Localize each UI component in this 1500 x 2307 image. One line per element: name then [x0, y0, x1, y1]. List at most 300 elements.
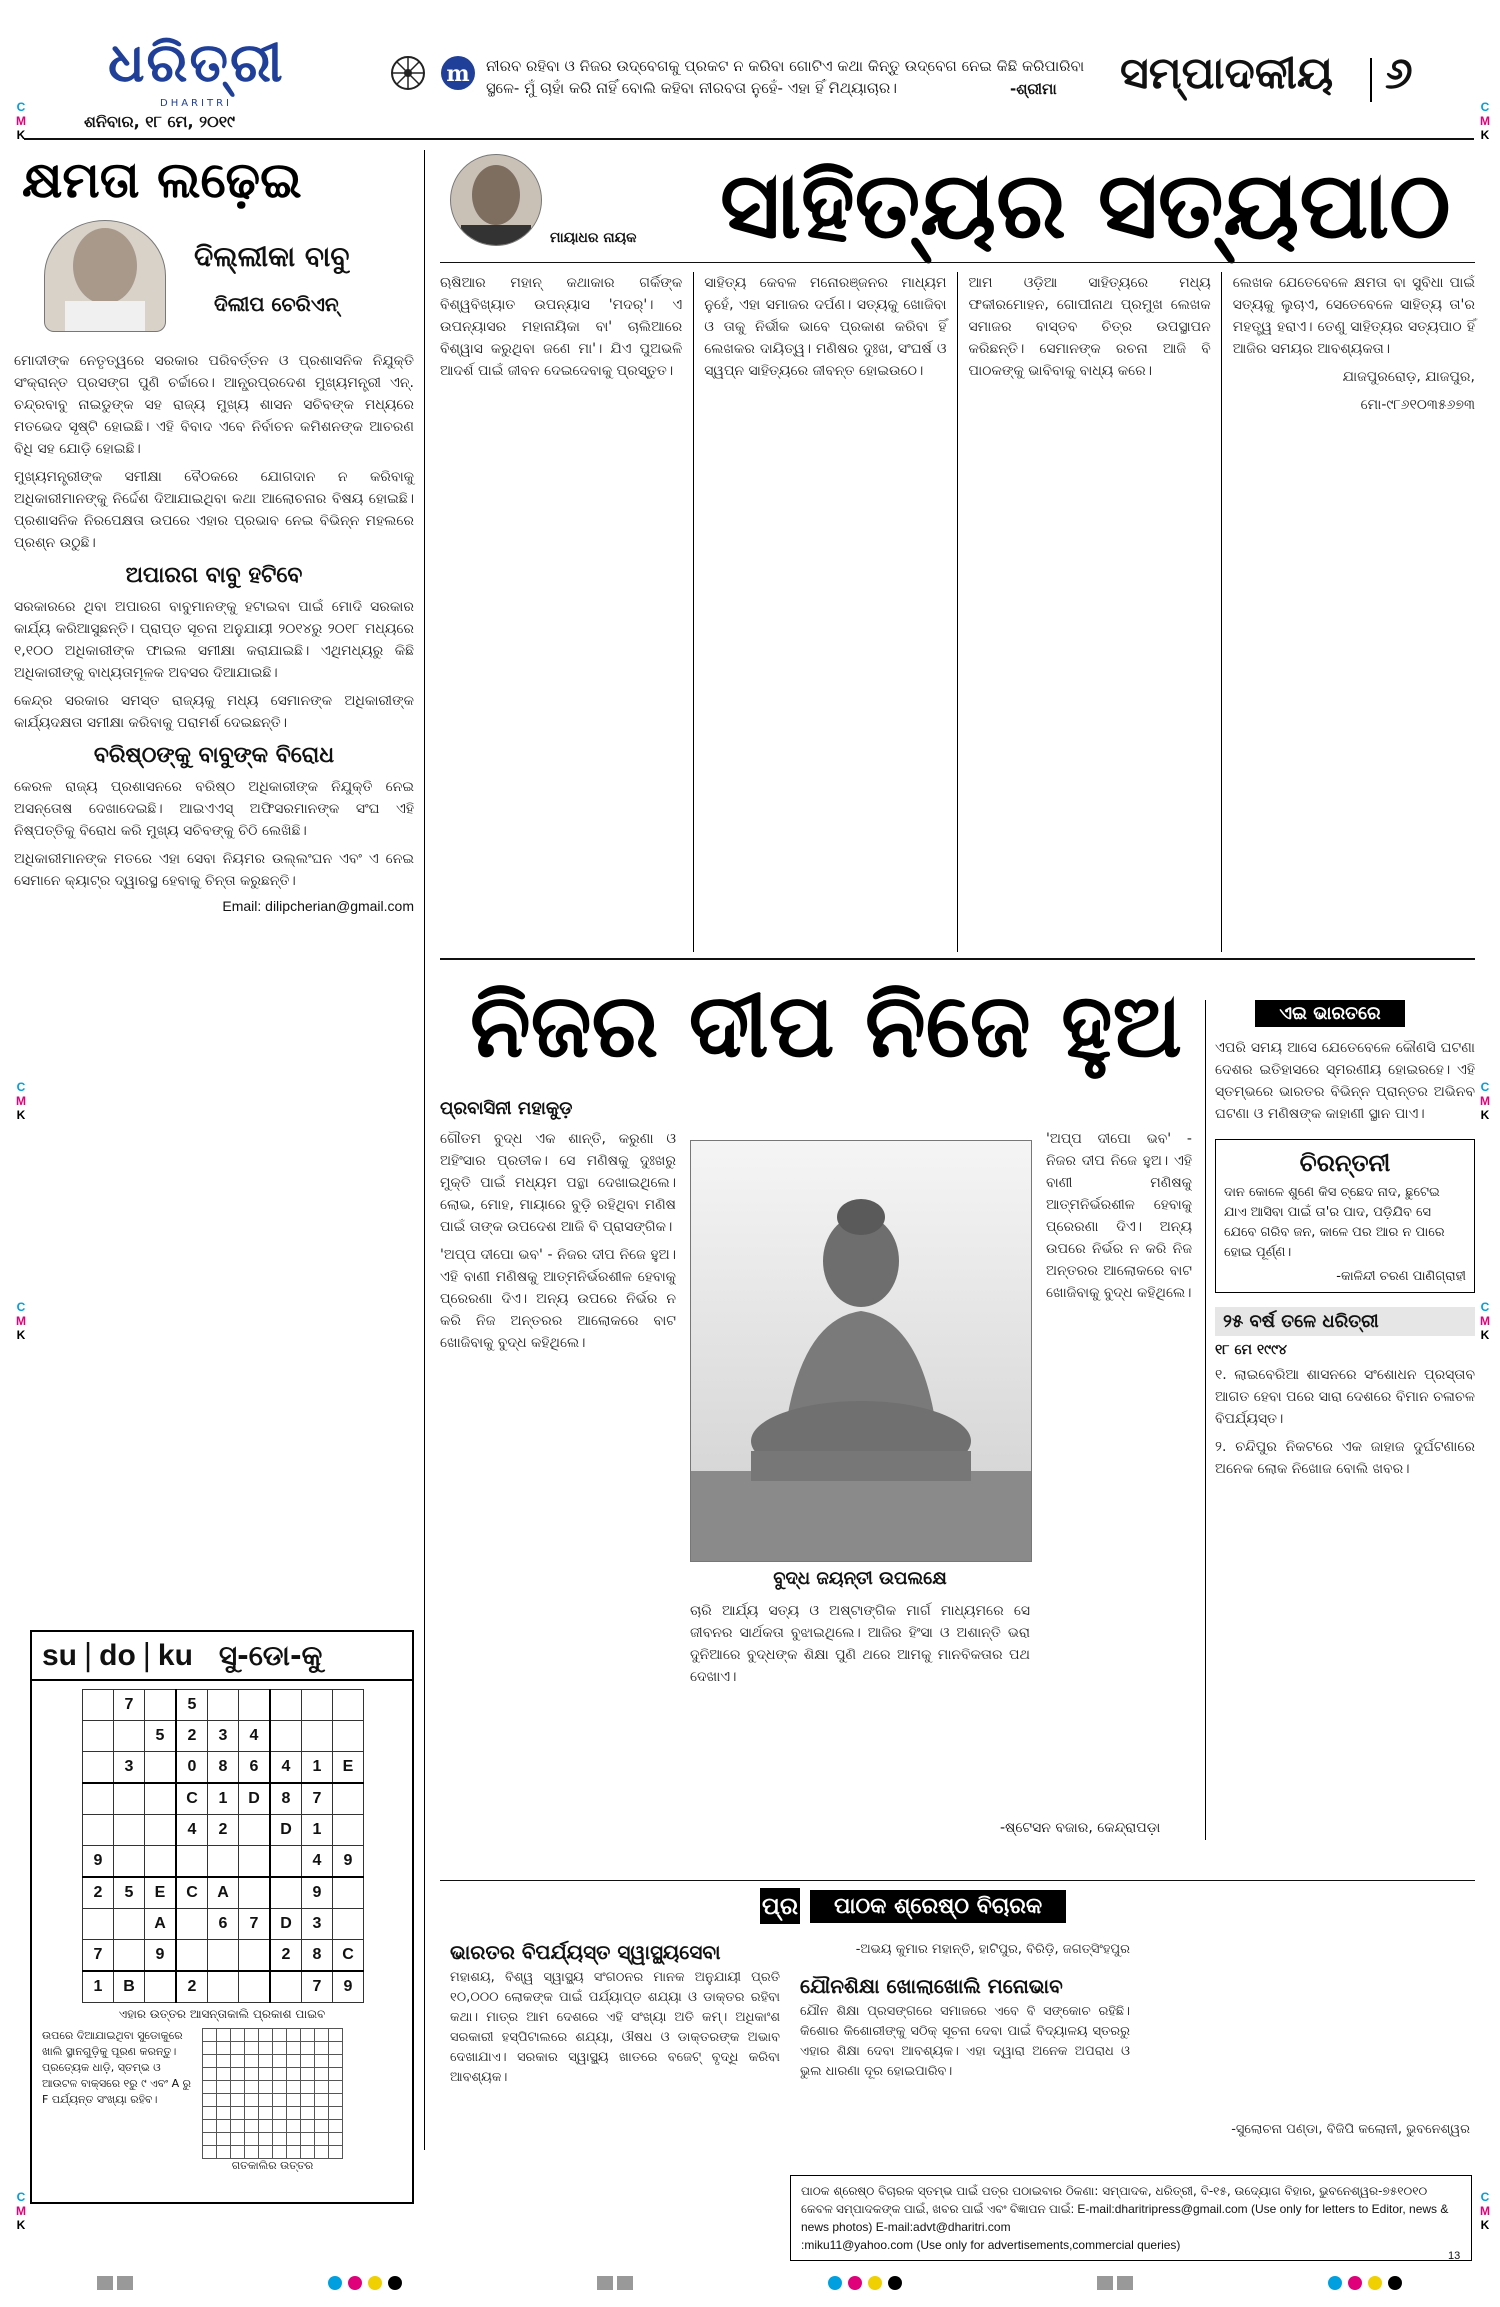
sudoku-prev-cell	[301, 2094, 315, 2107]
sudoku-cell[interactable]: 9	[145, 1940, 177, 1972]
sudoku-cell[interactable]: E	[145, 1877, 177, 1909]
sudoku-prev-cell	[259, 2120, 273, 2133]
newspaper-logo: ଧରିତ୍ରୀ	[108, 30, 285, 94]
sudoku-prev-cell	[231, 2081, 245, 2094]
sudoku-prev-row	[203, 2029, 343, 2042]
chirantani-author: -କାଳିନ୍ଦୀ ଚରଣ ପାଣିଗ୍ରାହୀ	[1336, 1269, 1466, 1284]
sudoku-cell[interactable]	[83, 1721, 114, 1752]
right-box-body: ଏପରି ସମୟ ଆସେ ଯେତେବେଳେ କୌଣସି ଘଟଣା ଦେଶର ଇତିହାସରେ ସ୍ମରଣୀୟ ହୋଇରହେ। ଏହି ସ୍ତମ୍ଭରେ ଭାରତର ବିଭିନ୍ନ ପ୍ରାନ୍ତର ଅଭିନବ ଘଟଣା ଓ ମଣିଷଙ୍କ କାହାଣୀ ସ୍ଥାନ ପାଏ।	[1215, 1040, 1475, 1122]
sudoku-prev-cell	[231, 2120, 245, 2133]
sudoku-prev-cell	[259, 2094, 273, 2107]
registration-bar-group-1	[95, 2275, 135, 2294]
sudoku-cell[interactable]	[83, 1690, 114, 1721]
sudoku-prev-cell	[259, 2133, 273, 2146]
top-article-body	[440, 272, 1475, 952]
cmyk-mark-right-lower: C M K	[1480, 1300, 1490, 1342]
sudoku-cell[interactable]: 2	[83, 1877, 114, 1909]
sudoku-prev-cell	[245, 2029, 259, 2042]
sudoku-prev-cell	[245, 2094, 259, 2107]
sudoku-prev-cell	[315, 2055, 329, 2068]
sudoku-cell[interactable]	[270, 1877, 302, 1909]
sudoku-prev-cell	[245, 2133, 259, 2146]
sudoku-answer-caption: ଏହାର ଉତ୍ତର ଆସନ୍ତାକାଲି ପ୍ରକାଶ ପାଇବ	[118, 2007, 326, 2021]
sudoku-cell[interactable]	[333, 1721, 364, 1752]
sudoku-row	[83, 1971, 364, 2003]
sudoku-cell[interactable]: 7	[239, 1909, 271, 1940]
right-box-title: ଏଇ ଭାରତରେ	[1255, 1000, 1405, 1027]
registration-marks-bottom	[0, 2275, 1500, 2294]
sudoku-cell[interactable]: 8	[208, 1752, 239, 1784]
reader-footer-emails[interactable]: କେବଳ ସମ୍ପାଦକଙ୍କ ପାଇଁ, ଖବର ପାଇଁ ଏବଂ ବିଜ୍ଞାପନ ପାଇଁ: E-mail:dharitripress@gmail.com (Use only for letters to Editor, news & news photos) E-mail:advt@dharitri.com	[801, 2202, 1449, 2234]
page-code: 13	[1448, 2250, 1461, 2262]
sudoku-cell[interactable]: 5	[114, 1877, 145, 1909]
sudoku-prev-cell	[203, 2042, 217, 2055]
sudoku-prev-cell	[217, 2029, 231, 2042]
sudoku-cell[interactable]: 1	[302, 1815, 333, 1846]
sudoku-cell[interactable]: A	[145, 1909, 177, 1940]
sudoku-prev-label: ଗତକାଲିର ଉତ୍ତର	[231, 2159, 314, 2172]
sudoku-cell[interactable]	[145, 1690, 177, 1721]
sudoku-cell[interactable]	[114, 1783, 145, 1815]
reader-section-header	[760, 1888, 1066, 1924]
sudoku-prev-cell	[273, 2029, 287, 2042]
sudoku-prev-cell	[217, 2055, 231, 2068]
sudoku-prev-cell	[203, 2094, 217, 2107]
sudoku-cell[interactable]	[145, 1846, 177, 1878]
page-number-divider	[1370, 58, 1372, 102]
sudoku-cell[interactable]: 2	[176, 1971, 208, 2003]
years-ago-item-1: ୧. ଲାଇବେରିଆ ଶାସନରେ ସଂଶୋଧନ ପ୍ରସ୍ତାବ ଆଗତ ହେବା ପରେ ସାରା ଦେଶରେ ବିମାନ ଚଳାଚଳ ବିପର୍ଯ୍ୟସ୍ତ।	[1215, 1367, 1475, 1427]
sudoku-prev-cell	[315, 2094, 329, 2107]
middle-article-author: ପ୍ରବାସିନୀ ମହାକୁଡ଼	[440, 1098, 573, 1119]
letter-1-signature-block	[800, 1940, 1130, 2082]
sudoku-prev-cell	[287, 2133, 301, 2146]
left-para-2: ମୁଖ୍ୟମନ୍ତ୍ରୀଙ୍କ ସମୀକ୍ଷା ବୈଠକରେ ଯୋଗଦାନ ନ କରିବାକୁ ଅଧିକାରୀମାନଙ୍କୁ ନିର୍ଦ୍ଦେଶ ଦିଆଯାଇଥିବା କଥା ଆଲୋଚନାର ବିଷୟ ହୋଇଛି। ପ୍ରଶାସନିକ ନିରପେକ୍ଷତା ଉପରେ ଏହାର ପ୍ରଭାବ ନେଇ ବିଭିନ୍ନ ମହଲରେ ପ୍ରଶ୍ନ ଉଠୁଛି।	[14, 469, 414, 551]
sudoku-prev-row	[203, 2133, 343, 2146]
sudoku-prev-cell	[301, 2107, 315, 2120]
left-para-3: ସରକାରରେ ଥିବା ଅପାରଗ ବାବୁମାନଙ୍କୁ ହଟାଇବା ପାଇଁ ମୋଦି ସରକାର କାର୍ଯ୍ୟ କରିଆସୁଛନ୍ତି। ପ୍ରାପ୍ତ ସୂଚନା ଅନୁଯାୟୀ ୨୦୧୪ରୁ ୨୦୧୮ ମଧ୍ୟରେ ୧,୧୦୦ ଅଧିକାରୀଙ୍କ ଫାଇଲ ସମୀକ୍ଷା କରାଯାଇଛି। ଏଥିମଧ୍ୟରୁ କିଛି ଅଧିକାରୀଙ୍କୁ ବାଧ୍ୟତାମୂଳକ ଅବସର ଦିଆଯାଇଛି।	[14, 599, 414, 681]
sudoku-cell[interactable]: 4	[176, 1815, 208, 1846]
sudoku-cell[interactable]: C	[176, 1877, 208, 1909]
cmyk-mark-left-top: C M K	[16, 100, 26, 142]
sudoku-prev-cell	[217, 2042, 231, 2055]
sudoku-prev-cell	[301, 2042, 315, 2055]
quote-icon	[440, 55, 476, 91]
sudoku-cell[interactable]	[176, 1909, 208, 1940]
sudoku-cell[interactable]	[270, 1721, 302, 1752]
sudoku-prev-cell	[273, 2133, 287, 2146]
sudoku-grid-wrap	[32, 1681, 412, 2003]
sudoku-cell[interactable]	[333, 1909, 364, 1940]
sudoku-prev-cell	[329, 2055, 343, 2068]
sudoku-cell[interactable]	[114, 1909, 145, 1940]
sudoku-prev-cell	[259, 2146, 273, 2159]
sudoku-prev-cell	[231, 2029, 245, 2042]
sudoku-prev-cell	[301, 2146, 315, 2159]
svg-text:m: m	[446, 61, 470, 87]
chirantani-box	[1215, 1139, 1475, 1293]
sudoku-cell[interactable]: 7	[302, 1783, 333, 1815]
sudoku-cell[interactable]	[83, 1909, 114, 1940]
sudoku-row	[83, 1815, 364, 1846]
sudoku-prev-row	[203, 2081, 343, 2094]
sudoku-prev-cell	[287, 2042, 301, 2055]
sudoku-title-su: su	[42, 1638, 78, 1672]
left-subhead-1: ଅପାରଗ ବାବୁ ହଟିବେ	[125, 562, 303, 588]
sudoku-prev-cell	[245, 2042, 259, 2055]
sudoku-prev-row	[203, 2120, 343, 2133]
sudoku-row	[83, 1752, 364, 1784]
sudoku-prev-cell	[301, 2029, 315, 2042]
cmyk-mark-left-bottom: C M K	[16, 2190, 26, 2232]
sudoku-cell[interactable]	[208, 1846, 239, 1878]
sudoku-cell[interactable]: 9	[333, 1971, 364, 2003]
sudoku-cell[interactable]: C	[176, 1783, 208, 1815]
sudoku-prev-cell	[231, 2055, 245, 2068]
sudoku-prev-cell	[315, 2146, 329, 2159]
sudoku-cell[interactable]	[239, 1846, 271, 1878]
page-number: ୬	[1385, 48, 1413, 99]
sudoku-prev-cell	[273, 2068, 287, 2081]
letter-1-text: ମହାଶୟ, ବିଶ୍ୱ ସ୍ୱାସ୍ଥ୍ୟ ସଂଗଠନର ମାନକ ଅନୁଯାୟୀ ପ୍ରତି ୧୦,୦୦୦ ଲୋକଙ୍କ ପାଇଁ ପର୍ଯ୍ୟାପ୍ତ ଶଯ୍ୟା ଓ ଡାକ୍ତର ରହିବା କଥା। ମାତ୍ର ଆମ ଦେଶରେ ଏହି ସଂଖ୍ୟା ଅତି କମ୍‌। ଅଧିକାଂଶ ସରକାରୀ ହସ୍ପିଟାଲରେ ଶଯ୍ୟା, ଔଷଧ ଓ ଡାକ୍ତରଙ୍କ ଅଭାବ ଦେଖାଯାଏ। ସରକାର ସ୍ୱାସ୍ଥ୍ୟ ଖାତରେ ବଜେଟ୍‌ ବୃଦ୍ଧି କରିବା ଆବଶ୍ୟକ।	[450, 1970, 780, 2085]
sudoku-cell[interactable]	[145, 1752, 177, 1784]
sudoku-prev-cell	[245, 2055, 259, 2068]
sudoku-row	[83, 1909, 364, 1940]
sudoku-prev-cell	[259, 2029, 273, 2042]
top-para-2: ସାହିତ୍ୟ କେବଳ ମନୋରଞ୍ଜନର ମାଧ୍ୟମ ନୁହେଁ, ଏହା ସମାଜର ଦର୍ପଣ। ସତ୍ୟକୁ ଖୋଜିବା ଓ ତାକୁ ନିର୍ଭୀକ ଭାବେ ପ୍ରକାଶ କରିବା ହିଁ ଲେଖକର ଦାୟିତ୍ୱ। ମଣିଷର ଦୁଃଖ, ସଂଘର୍ଷ ଓ ସ୍ୱପ୍ନ ସାହିତ୍ୟରେ ଜୀବନ୍ତ ହୋଇଉଠେ।	[704, 275, 947, 379]
sudoku-cell[interactable]	[239, 1940, 271, 1972]
sudoku-cell[interactable]	[176, 1940, 208, 1972]
quote-author: -ଶ୍ରୀମା	[1010, 80, 1057, 98]
sudoku-prev-row	[203, 2107, 343, 2120]
sudoku-prev-cell	[315, 2107, 329, 2120]
top-para-3: ଆମ ଓଡ଼ିଆ ସାହିତ୍ୟରେ ମଧ୍ୟ ଫକୀରମୋହନ, ଗୋପୀନାଥ ପ୍ରମୁଖ ଲେଖକ ସମାଜର ବାସ୍ତବ ଚିତ୍ର ଉପସ୍ଥାପନ କରିଛନ୍ତି। ସେମାନଙ୍କ ରଚନା ଆଜି ବି ପାଠକଙ୍କୁ ଭାବିବାକୁ ବାଧ୍ୟ କରେ।	[968, 275, 1211, 379]
top-para-1: ଋଷିଆର ମହାନ୍‌ କଥାକାର ଗର୍କିଙ୍କ ବିଶ୍ୱବିଖ୍ୟାତ ଉପନ୍ୟାସ 'ମଦର୍‌'। ଏ ଉପନ୍ୟାସର ମହାନାୟିକା ବା' ଚାଲିଆରେ ବିଶ୍ୱାସ କରୁଥିବା ଜଣେ ମା'। ଯିଏ ପୁଅଭଳି ଆଦର୍ଶ ପାଇଁ ଜୀବନ ଦେଇଦେବାକୁ ପ୍ରସ୍ତୁତ।	[440, 275, 683, 379]
sudoku-prev-cell	[301, 2081, 315, 2094]
letter-1	[450, 1940, 780, 2088]
sudoku-prev-cell	[315, 2029, 329, 2042]
sudoku-cell[interactable]	[145, 1815, 177, 1846]
reader-footer-adv-email[interactable]: :miku11@yahoo.com (Use only for advertisements,commercial queries)	[801, 2238, 1181, 2252]
sudoku-cell[interactable]: D	[270, 1909, 302, 1940]
sudoku-cell[interactable]: 1	[208, 1783, 239, 1815]
sudoku-cell[interactable]: 4	[302, 1846, 333, 1878]
sudoku-prev-cell	[245, 2081, 259, 2094]
cmyk-mark-right-top: C M K	[1480, 100, 1490, 142]
sudoku-prev-cell	[259, 2107, 273, 2120]
sudoku-prev-cell	[203, 2107, 217, 2120]
reader-section-title: ପାଠକ ଶ୍ରେଷ୍ଠ ବିଚାରକ	[810, 1890, 1066, 1923]
sudoku-cell[interactable]	[145, 1783, 177, 1815]
sudoku-prev-cell	[245, 2146, 259, 2159]
registration-bar-group-3	[1095, 2275, 1135, 2294]
left-para-4: କେନ୍ଦ୍ର ସରକାର ସମସ୍ତ ରାଜ୍ୟକୁ ମଧ୍ୟ ସେମାନଙ୍କ ଅଧିକାରୀଙ୍କ କାର୍ଯ୍ୟଦକ୍ଷତା ସମୀକ୍ଷା କରିବାକୁ ପରାମର୍ଶ ଦେଇଛନ୍ତି।	[14, 693, 414, 731]
sudoku-prev-cell	[287, 2068, 301, 2081]
sudoku-cell[interactable]	[208, 1940, 239, 1972]
sudoku-prev-cell	[329, 2107, 343, 2120]
middle-para-1b: 'ଅପ୍‌ପ ଦୀପୋ ଭବ' - ନିଜର ଦୀପ ନିଜେ ହୁଅ। ଏହି ବାଣୀ ମଣିଷକୁ ଆତ୍ମନିର୍ଭରଶୀଳ ହେବାକୁ ପ୍ରେରଣା ଦିଏ। ଅନ୍ୟ ଉପରେ ନିର୍ଭର ନ କରି ନିଜ ଅନ୍ତରର ଆଲୋକରେ ବାଟ ଖୋଜିବାକୁ ବୁଦ୍ଧ କହିଥିଲେ।	[1046, 1131, 1192, 1301]
sudoku-cell[interactable]: 2	[270, 1940, 302, 1972]
sudoku-cell[interactable]: 9	[302, 1877, 333, 1909]
letter-2-signature-block	[1150, 1940, 1470, 2140]
sudoku-prev-cell	[329, 2068, 343, 2081]
middle-article-col-1	[440, 1128, 676, 1818]
sudoku-cell[interactable]: 7	[114, 1690, 145, 1721]
sudoku-prev-cell	[329, 2120, 343, 2133]
sudoku-prev-cell	[287, 2107, 301, 2120]
cmyk-mark-left-mid: C M K	[16, 1080, 26, 1122]
middle-article-headline: ନିଜର ଦୀପ ନିଜେ ହୁଅ	[470, 973, 1182, 1077]
sudoku-cell[interactable]	[239, 1815, 271, 1846]
sudoku-prev-cell	[329, 2146, 343, 2159]
sudoku-cell[interactable]: 8	[302, 1940, 333, 1972]
middle-para-1: ଗୌତମ ବୁଦ୍ଧ ଏକ ଶାନ୍ତି, କରୁଣା ଓ ଅହିଂସାର ପ୍ରତୀକ। ସେ ମଣିଷକୁ ଦୁଃଖରୁ ମୁକ୍ତି ପାଇଁ ମଧ୍ୟମ ପନ୍ଥା ଦେଖାଇଥିଲେ। ଲୋଭ, ମୋହ, ମାୟାରେ ବୁଡ଼ି ରହିଥିବା ମଣିଷ ପାଇଁ ତାଙ୍କ ଉପଦେଶ ଆଜି ବି ପ୍ରାସଙ୍ଗିକ।	[440, 1131, 676, 1235]
sudoku-cell[interactable]: 9	[83, 1846, 114, 1878]
sudoku-cell[interactable]: C	[333, 1940, 364, 1972]
sudoku-prev-cell	[273, 2081, 287, 2094]
sudoku-cell[interactable]	[270, 1846, 302, 1878]
chirantani-text: ଦାନ କୋଳେ ଶୁଣେ କିସ ଚ୍ଛେଦ ନାଦ, ଛୁଟେଇ ଯାଏ ଆସିବା ପାଇଁ ତା'ର ପାଦ, ପଡ଼ିଯିବ ସେ ଯେବେ ଗରିବ ଜନ, କାଳେ ପର ଆର ନ ପାରେ ହୋଇ ପୂର୍ଣ୍ଣ।	[1224, 1185, 1445, 1260]
sudoku-row	[83, 1721, 364, 1752]
top-article-author-block	[440, 150, 700, 250]
letter-2-text: ଯୌନ ଶିକ୍ଷା ପ୍ରସଙ୍ଗରେ ସମାଜରେ ଏବେ ବି ସଙ୍କୋଚ ରହିଛି। କିଶୋର କିଶୋରୀଙ୍କୁ ସଠିକ୍‌ ସୂଚନା ଦେବା ପାଇଁ ବିଦ୍ୟାଳୟ ସ୍ତରରୁ ଏହାର ଶିକ୍ଷା ଦେବା ଆବଶ୍ୟକ। ଏହା ଦ୍ୱାରା ଅନେକ ଅପରାଧ ଓ ଭୁଲ ଧାରଣା ଦୂର ହୋଇପାରିବ।	[800, 2004, 1130, 2079]
sudoku-grid	[82, 1689, 364, 2003]
sudoku-cell[interactable]	[333, 1690, 364, 1721]
sudoku-cell[interactable]: 9	[333, 1846, 364, 1878]
reader-footer-address: ପାଠକ ଶ୍ରେଷ୍ଠ ବିଚାରକ ସ୍ତମ୍ଭ ପାଇଁ ପତ୍ର ପଠାଇବାର ଠିକଣା: ସମ୍ପାଦକ, ଧରିତ୍ରୀ, ବି-୧୫, ଉଦ୍ୟୋଗ ବିହାର, ଭୁବନେଶ୍ୱର-୭୫୧୦୧୦	[801, 2184, 1428, 2198]
sudoku-cell[interactable]	[208, 1971, 239, 2003]
sudoku-panel: su | do | ku ସୁ-ଡୋ-କୁ 7 5 5 2 3 4 3 0 8 6 4 1 E C 1 D 8 7 4 2 D 1 9 4 9 2 5 E C A 9 A 6 7 D 3 7 9 2 8 C 1 B 2 7 9 ଏହାର ଉତ୍ତର ଆସନ୍ତାକାଲି ପ୍ରକାଶ ପାଇବ ଉପରେ ଦିଆଯାଇଥିବା ସୁଡୋକୁରେ ଖାଲି ସ୍ଥାନଗୁଡ଼ିକୁ ପୂରଣ କରନ୍ତୁ। ପ୍ରତ୍ୟେକ ଧାଡ଼ି, ସ୍ତମ୍ଭ ଓ ଆଉଟଳ ବାକ୍ସରେ ୧ରୁ ୯ ଏବଂ A ରୁ F ପର୍ଯ୍ୟନ୍ତ ସଂଖ୍ୟା ରହିବ। ଗତକାଲିର ଉତ୍ତର	[30, 1630, 414, 2204]
sudoku-prev-cell	[273, 2094, 287, 2107]
sudoku-cell[interactable]: 5	[176, 1690, 208, 1721]
sudoku-prev-cell	[315, 2120, 329, 2133]
sudoku-prev-cell	[315, 2081, 329, 2094]
sudoku-prev-cell	[203, 2068, 217, 2081]
sudoku-prev-cell	[259, 2068, 273, 2081]
issue-date: ଶନିବାର, ୧୮ ମେ, ୨୦୧୯	[84, 112, 235, 131]
registration-bar-group-2	[595, 2275, 635, 2294]
sudoku-prev-cell	[203, 2133, 217, 2146]
sudoku-prev-cell	[245, 2107, 259, 2120]
sudoku-prev-cell	[287, 2120, 301, 2133]
sudoku-cell[interactable]	[83, 1783, 114, 1815]
sudoku-cell[interactable]	[145, 1971, 177, 2003]
mid-rule	[440, 958, 1475, 960]
sudoku-cell[interactable]: E	[333, 1752, 364, 1784]
sudoku-cell[interactable]: 5	[145, 1721, 177, 1752]
sudoku-prev-cell	[273, 2042, 287, 2055]
sudoku-prev-cell	[329, 2081, 343, 2094]
sudoku-prev-cell	[287, 2094, 301, 2107]
sudoku-cell[interactable]: 3	[302, 1909, 333, 1940]
sudoku-row	[83, 1690, 364, 1721]
cmyk-mark-right-bottom: C M K	[1480, 2190, 1490, 2232]
sudoku-prev-cell	[217, 2133, 231, 2146]
sudoku-row	[83, 1877, 364, 1909]
chirantani-title: ଚିରନ୍ତନୀ	[1299, 1148, 1391, 1177]
sudoku-row	[83, 1940, 364, 1972]
cmyk-mark-right-mid: C M K	[1480, 1080, 1490, 1122]
left-article	[14, 150, 414, 914]
sudoku-cell[interactable]	[270, 1690, 302, 1721]
letter-1-heading: ଭାରତର ବିପର୍ଯ୍ୟସ୍ତ ସ୍ୱାସ୍ଥ୍ୟସେବା	[450, 1940, 721, 1964]
sudoku-prev-cell	[315, 2042, 329, 2055]
sudoku-prev-cell	[301, 2133, 315, 2146]
years-ago-date: ୧୮ ମେ ୧୯୯୪	[1215, 1342, 1288, 1358]
author-photo	[44, 220, 166, 332]
sudoku-prev-row	[203, 2094, 343, 2107]
sudoku-cell[interactable]: D	[270, 1815, 302, 1846]
left-para-6: ଅଧିକାରୀମାନଙ୍କ ମତରେ ଏହା ସେବା ନିୟମର ଉଲ୍ଲଂଘନ ଏବଂ ଏ ନେଇ ସେମାନେ କ୍ୟାଟ୍‌ର ଦ୍ୱାରସ୍ଥ ହେବାକୁ ଚିନ୍ତା କରୁଛନ୍ତି।	[14, 851, 414, 889]
sudoku-prev-cell	[287, 2081, 301, 2094]
left-para-1: ମୋଦୀଙ୍କ ନେତୃତ୍ୱରେ ସରକାର ପରିବର୍ତ୍ତନ ଓ ପ୍ରଶାସନିକ ନିଯୁକ୍ତି ସଂକ୍ରାନ୍ତ ପ୍ରସଙ୍ଗ ପୁଣି ଚର୍ଚ୍ଚାରେ। ଆନ୍ଧ୍ରପ୍ରଦେଶ ମୁଖ୍ୟମନ୍ତ୍ରୀ ଏନ୍‌. ଚନ୍ଦ୍ରବାବୁ ନାଇଡୁଙ୍କ ସହ ରାଜ୍ୟ ମୁଖ୍ୟ ଶାସନ ସଚିବଙ୍କ ମଧ୍ୟରେ ମତଭେଦ ସୃଷ୍ଟି ହୋଇଛି। ଏହି ବିବାଦ ଏବେ ନିର୍ବାଚନ କମିଶନଙ୍କ ଆଚରଣ ବିଧି ସହ ଯୋଡ଼ି ହୋଇଛି।	[14, 353, 414, 457]
sudoku-cell[interactable]: 0	[176, 1752, 208, 1784]
sudoku-cell[interactable]: 1	[302, 1752, 333, 1784]
sudoku-cell[interactable]	[114, 1940, 145, 1972]
sudoku-cell[interactable]: 6	[208, 1909, 239, 1940]
sudoku-prev-cell	[231, 2107, 245, 2120]
sudoku-cell[interactable]	[239, 1971, 271, 2003]
sudoku-title-do: do	[99, 1638, 136, 1672]
years-ago-item-2: ୨. ଚନ୍ଦିପୁର ନିକଟରେ ଏକ ଜାହାଜ ଦୁର୍ଘଟଣାରେ ଅନେକ ଲୋକ ନିଖୋଜ ବୋଲି ଖବର।	[1215, 1439, 1475, 1477]
sudoku-prev-cell	[273, 2107, 287, 2120]
reader-footer	[790, 2175, 1472, 2261]
sudoku-rules: ଉପରେ ଦିଆଯାଇଥିବା ସୁଡୋକୁରେ ଖାଲି ସ୍ଥାନଗୁଡ଼ିକୁ ପୂରଣ କରନ୍ତୁ। ପ୍ରତ୍ୟେକ ଧାଡ଼ି, ସ୍ତମ୍ଭ ଓ ଆଉଟଳ ବାକ୍ସରେ ୧ରୁ ୯ ଏବଂ A ରୁ F ପର୍ଯ୍ୟନ୍ତ ସଂଖ୍ୟା ରହିବ।	[42, 2029, 191, 2106]
sudoku-cell[interactable]: 6	[239, 1752, 271, 1784]
sudoku-title-odia: ସୁ-ଡୋ-କୁ	[218, 1638, 323, 1672]
sudoku-prev-cell	[287, 2146, 301, 2159]
middle-para-2: 'ଅପ୍‌ପ ଦୀପୋ ଭବ' - ନିଜର ଦୀପ ନିଜେ ହୁଅ। ଏହି ବାଣୀ ମଣିଷକୁ ଆତ୍ମନିର୍ଭରଶୀଳ ହେବାକୁ ପ୍ରେରଣା ଦିଏ। ଅନ୍ୟ ଉପରେ ନିର୍ଭର ନ କରି ନିଜ ଅନ୍ତରର ଆଲୋକରେ ବାଟ ଖୋଜିବାକୁ ବୁଦ୍ଧ କହିଥିଲେ।	[440, 1247, 676, 1351]
sudoku-cell[interactable]	[83, 1752, 114, 1784]
sudoku-cell[interactable]	[239, 1877, 271, 1909]
sudoku-prev-row	[203, 2068, 343, 2081]
sudoku-prev-cell	[217, 2107, 231, 2120]
sudoku-cell[interactable]	[114, 1815, 145, 1846]
sudoku-prev-cell	[231, 2094, 245, 2107]
sudoku-cell[interactable]: 1	[83, 1971, 114, 2003]
buddha-statue-image	[690, 1140, 1032, 1562]
sudoku-prev-cell	[273, 2055, 287, 2068]
sudoku-prev-cell	[245, 2068, 259, 2081]
sudoku-prev-cell	[329, 2094, 343, 2107]
sudoku-cell[interactable]: 7	[83, 1940, 114, 1972]
sudoku-prev-cell	[301, 2055, 315, 2068]
sudoku-cell[interactable]: D	[239, 1783, 271, 1815]
newspaper-logo-sub: DHARITRI	[160, 98, 232, 109]
sudoku-prev-row	[203, 2042, 343, 2055]
left-article-body	[14, 350, 414, 554]
sudoku-cell[interactable]	[333, 1877, 364, 1909]
author-photo-2	[450, 154, 542, 246]
left-subhead-2: ବରିଷ୍ଠଙ୍କୁ ବାବୁଙ୍କ ବିରୋଧ	[93, 742, 335, 768]
sudoku-prev-cell	[231, 2068, 245, 2081]
sudoku-prev-cell	[329, 2042, 343, 2055]
sudoku-prev-row	[203, 2146, 343, 2159]
sudoku-cell[interactable]	[239, 1690, 271, 1721]
sudoku-cell[interactable]: B	[114, 1971, 145, 2003]
sudoku-prev-cell	[329, 2029, 343, 2042]
sudoku-cell[interactable]: 4	[270, 1752, 302, 1784]
column-author: ଦିଲୀପ ଚେରିଏନ୍‌	[214, 292, 339, 316]
sudoku-prev-cell	[259, 2055, 273, 2068]
sudoku-title-ku: ku	[157, 1638, 193, 1672]
sudoku-prev-cell	[203, 2081, 217, 2094]
left-article-body-2	[14, 596, 414, 734]
sudoku-cell[interactable]	[270, 1971, 302, 2003]
sudoku-prev-cell	[273, 2146, 287, 2159]
middle-article-col-2	[690, 1600, 1030, 1830]
sudoku-prev-cell	[203, 2120, 217, 2133]
sudoku-cell[interactable]	[333, 1815, 364, 1846]
sudoku-prev-cell	[203, 2146, 217, 2159]
masthead	[0, 0, 1500, 140]
sudoku-cell[interactable]	[302, 1690, 333, 1721]
sudoku-cell[interactable]	[114, 1721, 145, 1752]
sudoku-prev-cell	[203, 2055, 217, 2068]
sudoku-prev-cell	[315, 2068, 329, 2081]
sudoku-prev-cell	[217, 2120, 231, 2133]
left-para-5: କେରଳ ରାଜ୍ୟ ପ୍ରଶାସନରେ ବରିଷ୍ଠ ଅଧିକାରୀଙ୍କ ନିଯୁକ୍ତି ନେଇ ଅସନ୍ତୋଷ ଦେଖାଦେଇଛି। ଆଇଏଏସ୍‌ ଅଫିସରମାନଙ୍କ ସଂଘ ଏହି ନିଷ୍ପତ୍ତିକୁ ବିରୋଧ କରି ମୁଖ୍ୟ ସଚିବଙ୍କୁ ଚିଠି ଲେଖିଛି।	[14, 779, 414, 839]
sudoku-prev-cell	[217, 2094, 231, 2107]
author-email[interactable]: Email: dilipcherian@gmail.com	[222, 898, 414, 914]
sudoku-cell[interactable]: 3	[114, 1752, 145, 1784]
sudoku-prev-cell	[301, 2068, 315, 2081]
sudoku-cell[interactable]: 8	[270, 1783, 302, 1815]
wheel-icon	[390, 55, 426, 91]
sudoku-cell[interactable]: 3	[208, 1721, 239, 1752]
registration-dot-group-2	[825, 2275, 905, 2294]
registration-dot-group-1	[325, 2275, 405, 2294]
sudoku-prev-cell	[259, 2081, 273, 2094]
sudoku-cell[interactable]: A	[208, 1877, 239, 1909]
sudoku-cell[interactable]: 7	[302, 1971, 333, 2003]
sudoku-cell[interactable]: 2	[176, 1721, 208, 1752]
left-article-body-3	[14, 776, 414, 892]
sudoku-row	[83, 1846, 364, 1878]
top-article-rule	[440, 262, 1475, 263]
right-sidebar	[1215, 1000, 1475, 1480]
sudoku-row	[83, 1783, 364, 1815]
sudoku-cell[interactable]	[302, 1721, 333, 1752]
sudoku-prev-cell	[245, 2120, 259, 2133]
sudoku-prev-cell	[217, 2081, 231, 2094]
sudoku-cell[interactable]	[83, 1815, 114, 1846]
sudoku-cell[interactable]	[333, 1783, 364, 1815]
sudoku-cell[interactable]: 4	[239, 1721, 271, 1752]
sudoku-cell[interactable]	[176, 1846, 208, 1878]
sudoku-prev-cell	[329, 2133, 343, 2146]
top-article-headline: ସାହିତ୍ୟର ସତ୍ୟପାଠ	[720, 151, 1451, 259]
middle-para-3: ଚାରି ଆର୍ଯ୍ୟ ସତ୍ୟ ଓ ଅଷ୍ଟାଙ୍ଗିକ ମାର୍ଗ ମାଧ୍ୟମରେ ସେ ଜୀବନର ସାର୍ଥକତା ବୁଝାଇଥିଲେ। ଆଜିର ହିଂସା ଓ ଅଶାନ୍ତି ଭରା ଦୁନିଆରେ ବୁଦ୍ଧଙ୍କ ଶିକ୍ଷା ପୁଣି ଥରେ ଆମକୁ ମାନବିକତାର ପଥ ଦେଖାଏ।	[690, 1603, 1030, 1685]
sudoku-cell[interactable]	[114, 1846, 145, 1878]
buddha-image-caption: ବୁଦ୍ଧ ଜୟନ୍ତୀ ଉପଲକ୍ଷେ	[773, 1568, 947, 1589]
masthead-quote: ନୀରବ ରହିବା ଓ ନିଜର ଉଦ୍‌ବେଗକୁ ପ୍ରକଟ ନ କରିବା ଗୋଟିଏ କଥା କିନ୍ତୁ ଉଦ୍‌ବେଗ ନେଇ କିଛି କରିପାରିବା ସ୍ଥଳେ- ମୁଁ ଚାହାଁ କରି ନାହିଁ ବୋଲି କହିବା ନୀରବତା ନୁହେଁ- ଏହା ହିଁ ମିଥ୍ୟାଚାର।	[486, 57, 1085, 97]
column-name: ଦିଲ୍ଲୀକା ବାବୁ	[194, 240, 350, 273]
section-title: ସମ୍ପାଦକୀୟ	[1120, 48, 1334, 99]
years-ago-title: ୨୫ ବର୍ଷ ତଳେ ଧରିତ୍ରୀ	[1215, 1307, 1475, 1336]
letter-2-sign: -ସୁଲୋଚନା ପଣ୍ଡା, ବିଜିପି କଲୋନୀ, ଭୁବନେଶ୍ୱର	[1231, 2122, 1470, 2137]
cmyk-mark-left-lower: C M K	[16, 1300, 26, 1342]
sudoku-prev-row	[203, 2055, 343, 2068]
sudoku-prev-cell	[231, 2042, 245, 2055]
sudoku-cell[interactable]	[208, 1690, 239, 1721]
left-article-headline: କ୍ଷମତା ଲଢ଼େଇ	[22, 150, 302, 209]
top-article-author: ମାୟାଧର ନାୟକ	[550, 230, 637, 246]
sudoku-cell[interactable]: 2	[208, 1815, 239, 1846]
top-para-4: ଲେଖକ ଯେତେବେଳେ କ୍ଷମତା ବା ସୁବିଧା ପାଇଁ ସତ୍ୟକୁ ଲୁଚାଏ, ସେତେବେଳେ ସାହିତ୍ୟ ତା'ର ମହତ୍ତ୍ୱ ହରାଏ। ତେଣୁ ସାହିତ୍ୟର ସତ୍ୟପାଠ ହିଁ ଆଜିର ସମୟର ଆବଶ୍ୟକତା।	[1232, 275, 1475, 357]
sudoku-prev-cell	[259, 2042, 273, 2055]
sudoku-prev-cell	[315, 2133, 329, 2146]
